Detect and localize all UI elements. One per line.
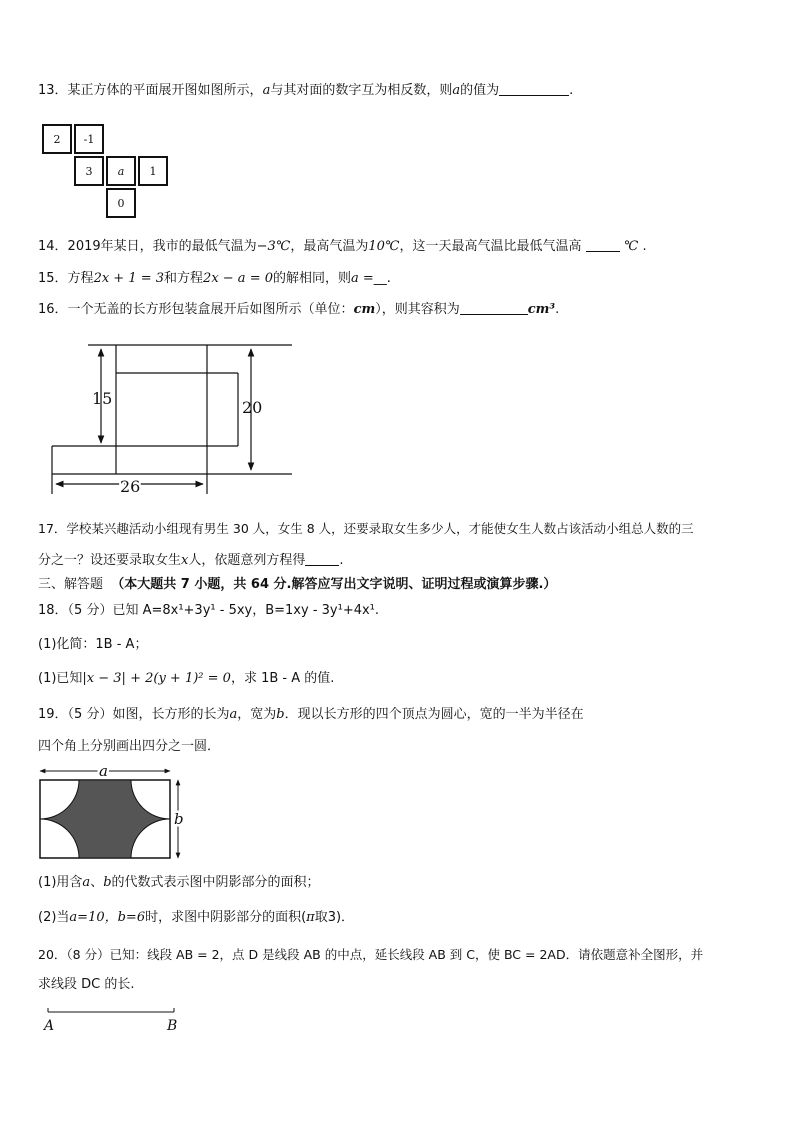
q13-text-a: 某正方体的平面展开图如图所示，: [67, 83, 263, 98]
q19-part-1-sep: 、: [90, 875, 104, 890]
q15-number: 15．: [38, 271, 68, 286]
q19-line-2: 四个角上分别画出四分之一圆．: [38, 739, 221, 754]
section-3-desc: （本大题共 7 小题，共 64 分.解答应写出文字说明、证明过程或演算步骤.）: [111, 577, 557, 592]
q13-var-a2: a: [452, 83, 461, 98]
q14-text-c: ，这一天最高气温比最低气温高: [399, 239, 582, 254]
q14-low-temp: −3℃: [256, 239, 291, 254]
q13-text-c: 的值为: [460, 83, 500, 98]
q18-part-2b: ，求 1B - A 的值.: [230, 671, 335, 686]
q19-head-c: ．现以长方形的四个顶点为圆心，宽的一半为半径在: [284, 707, 584, 722]
q13-end: .: [569, 83, 574, 98]
q17-var-x: x: [181, 553, 189, 568]
q14-text-a: 2019年某日，我市的最低气温为: [67, 239, 257, 254]
q15-text-b: 和方程: [164, 271, 204, 286]
q15-var: a =: [351, 271, 374, 286]
q13-number: 13．: [38, 83, 68, 98]
net-cell: 0: [106, 188, 136, 218]
q20-label-A: A: [44, 1018, 55, 1034]
q19-part-1-var-a: a: [82, 875, 91, 890]
q20-line-2: 求线段 DC 的长.: [38, 977, 135, 992]
q16-label-26: 26: [120, 477, 141, 496]
net-cell-a: a: [106, 156, 136, 186]
q15-text-a: 方程: [67, 271, 94, 286]
section-3-title: 三、解答题: [38, 577, 104, 592]
q19-var-b: b: [276, 707, 285, 722]
q19-head-b: ，宽为: [237, 707, 277, 722]
q16-label-15: 15: [92, 389, 113, 408]
q15-text-c: 的解相同，则: [273, 271, 352, 286]
q14-unit: ℃: [623, 239, 639, 254]
q19-var-a: a: [229, 707, 238, 722]
net-cell: 3: [74, 156, 104, 186]
net-cell: 2: [42, 124, 72, 154]
net-cell: 1: [138, 156, 168, 186]
q19-part-2a: (2)当: [38, 910, 70, 925]
q19-head-a: 19．（5 分）如图，长方形的长为: [38, 707, 230, 722]
q18-part-2a: (1)已知: [38, 671, 83, 686]
q20-label-B: B: [167, 1018, 178, 1034]
q18-part-1: (1)化简：1B - A；: [38, 637, 148, 652]
q16-text-b: ），则其容积为: [375, 302, 460, 317]
q19-part-1b: 的代数式表示图中阴影部分的面积；: [111, 875, 320, 890]
q14-end: .: [642, 239, 647, 254]
q14-number: 14．: [38, 239, 68, 254]
net-cell: -1: [74, 124, 104, 154]
q17-text-2a: 分之一？设还要录取女生: [38, 553, 182, 568]
q19-part-1a: (1)用含: [38, 875, 83, 890]
q19-part-2-values: a=10，b=6: [69, 910, 146, 925]
q19-label-b: b: [174, 810, 184, 828]
q17-end: .: [339, 553, 344, 568]
q19-part-1-var-b: b: [103, 875, 112, 890]
q16-unit-cm3: cm³: [527, 302, 556, 317]
q18-head: 18．（5 分）已知 A=8x¹+3y¹ - 5xy，B=1xy - 3y¹+4x¹.: [38, 603, 380, 618]
q15-equation-1: 2x + 1 = 3: [93, 271, 165, 286]
q13-text-b: 与其对面的数字互为相反数，则: [270, 83, 453, 98]
q14-text-b: ，最高气温为: [290, 239, 369, 254]
q16-number: 16．: [38, 302, 68, 317]
q20-line-1: 20．（8 分）已知：线段 AB = 2，点 D 是线段 AB 的中点，延长线段 AB 到 C，使 BC = 2AD．请依题意补全图形，并: [38, 947, 704, 962]
q19-pi: π: [306, 910, 315, 925]
q19-part-2c: 取3)．: [314, 910, 355, 925]
q16-label-20: 20: [242, 398, 263, 417]
q18-formula: |x − 3| + 2(y + 1)² = 0: [82, 671, 231, 686]
q15-equation-2: 2x − a = 0: [203, 271, 273, 286]
q15-end: __.: [373, 271, 391, 286]
q17-text-1: 学校某兴趣活动小组现有男生 30 人，女生 8 人，还要录取女生多少人，才能使女生人数占该活动小组总人数的三: [66, 521, 694, 536]
q13-var-a: a: [262, 83, 271, 98]
q16-text-a: 一个无盖的长方形包装盒展开后如图所示（单位：: [67, 302, 354, 317]
q16-unit-cm: cm: [353, 302, 376, 317]
q19-label-a: a: [99, 762, 108, 780]
q17-number: 17．: [38, 521, 67, 536]
q16-end: .: [555, 302, 560, 317]
q14-high-temp: 10℃: [368, 239, 400, 254]
q17-text-2b: 人，依题意列方程得: [188, 553, 306, 568]
q19-part-2b: 时，求图中阴影部分的面积(: [145, 910, 307, 925]
